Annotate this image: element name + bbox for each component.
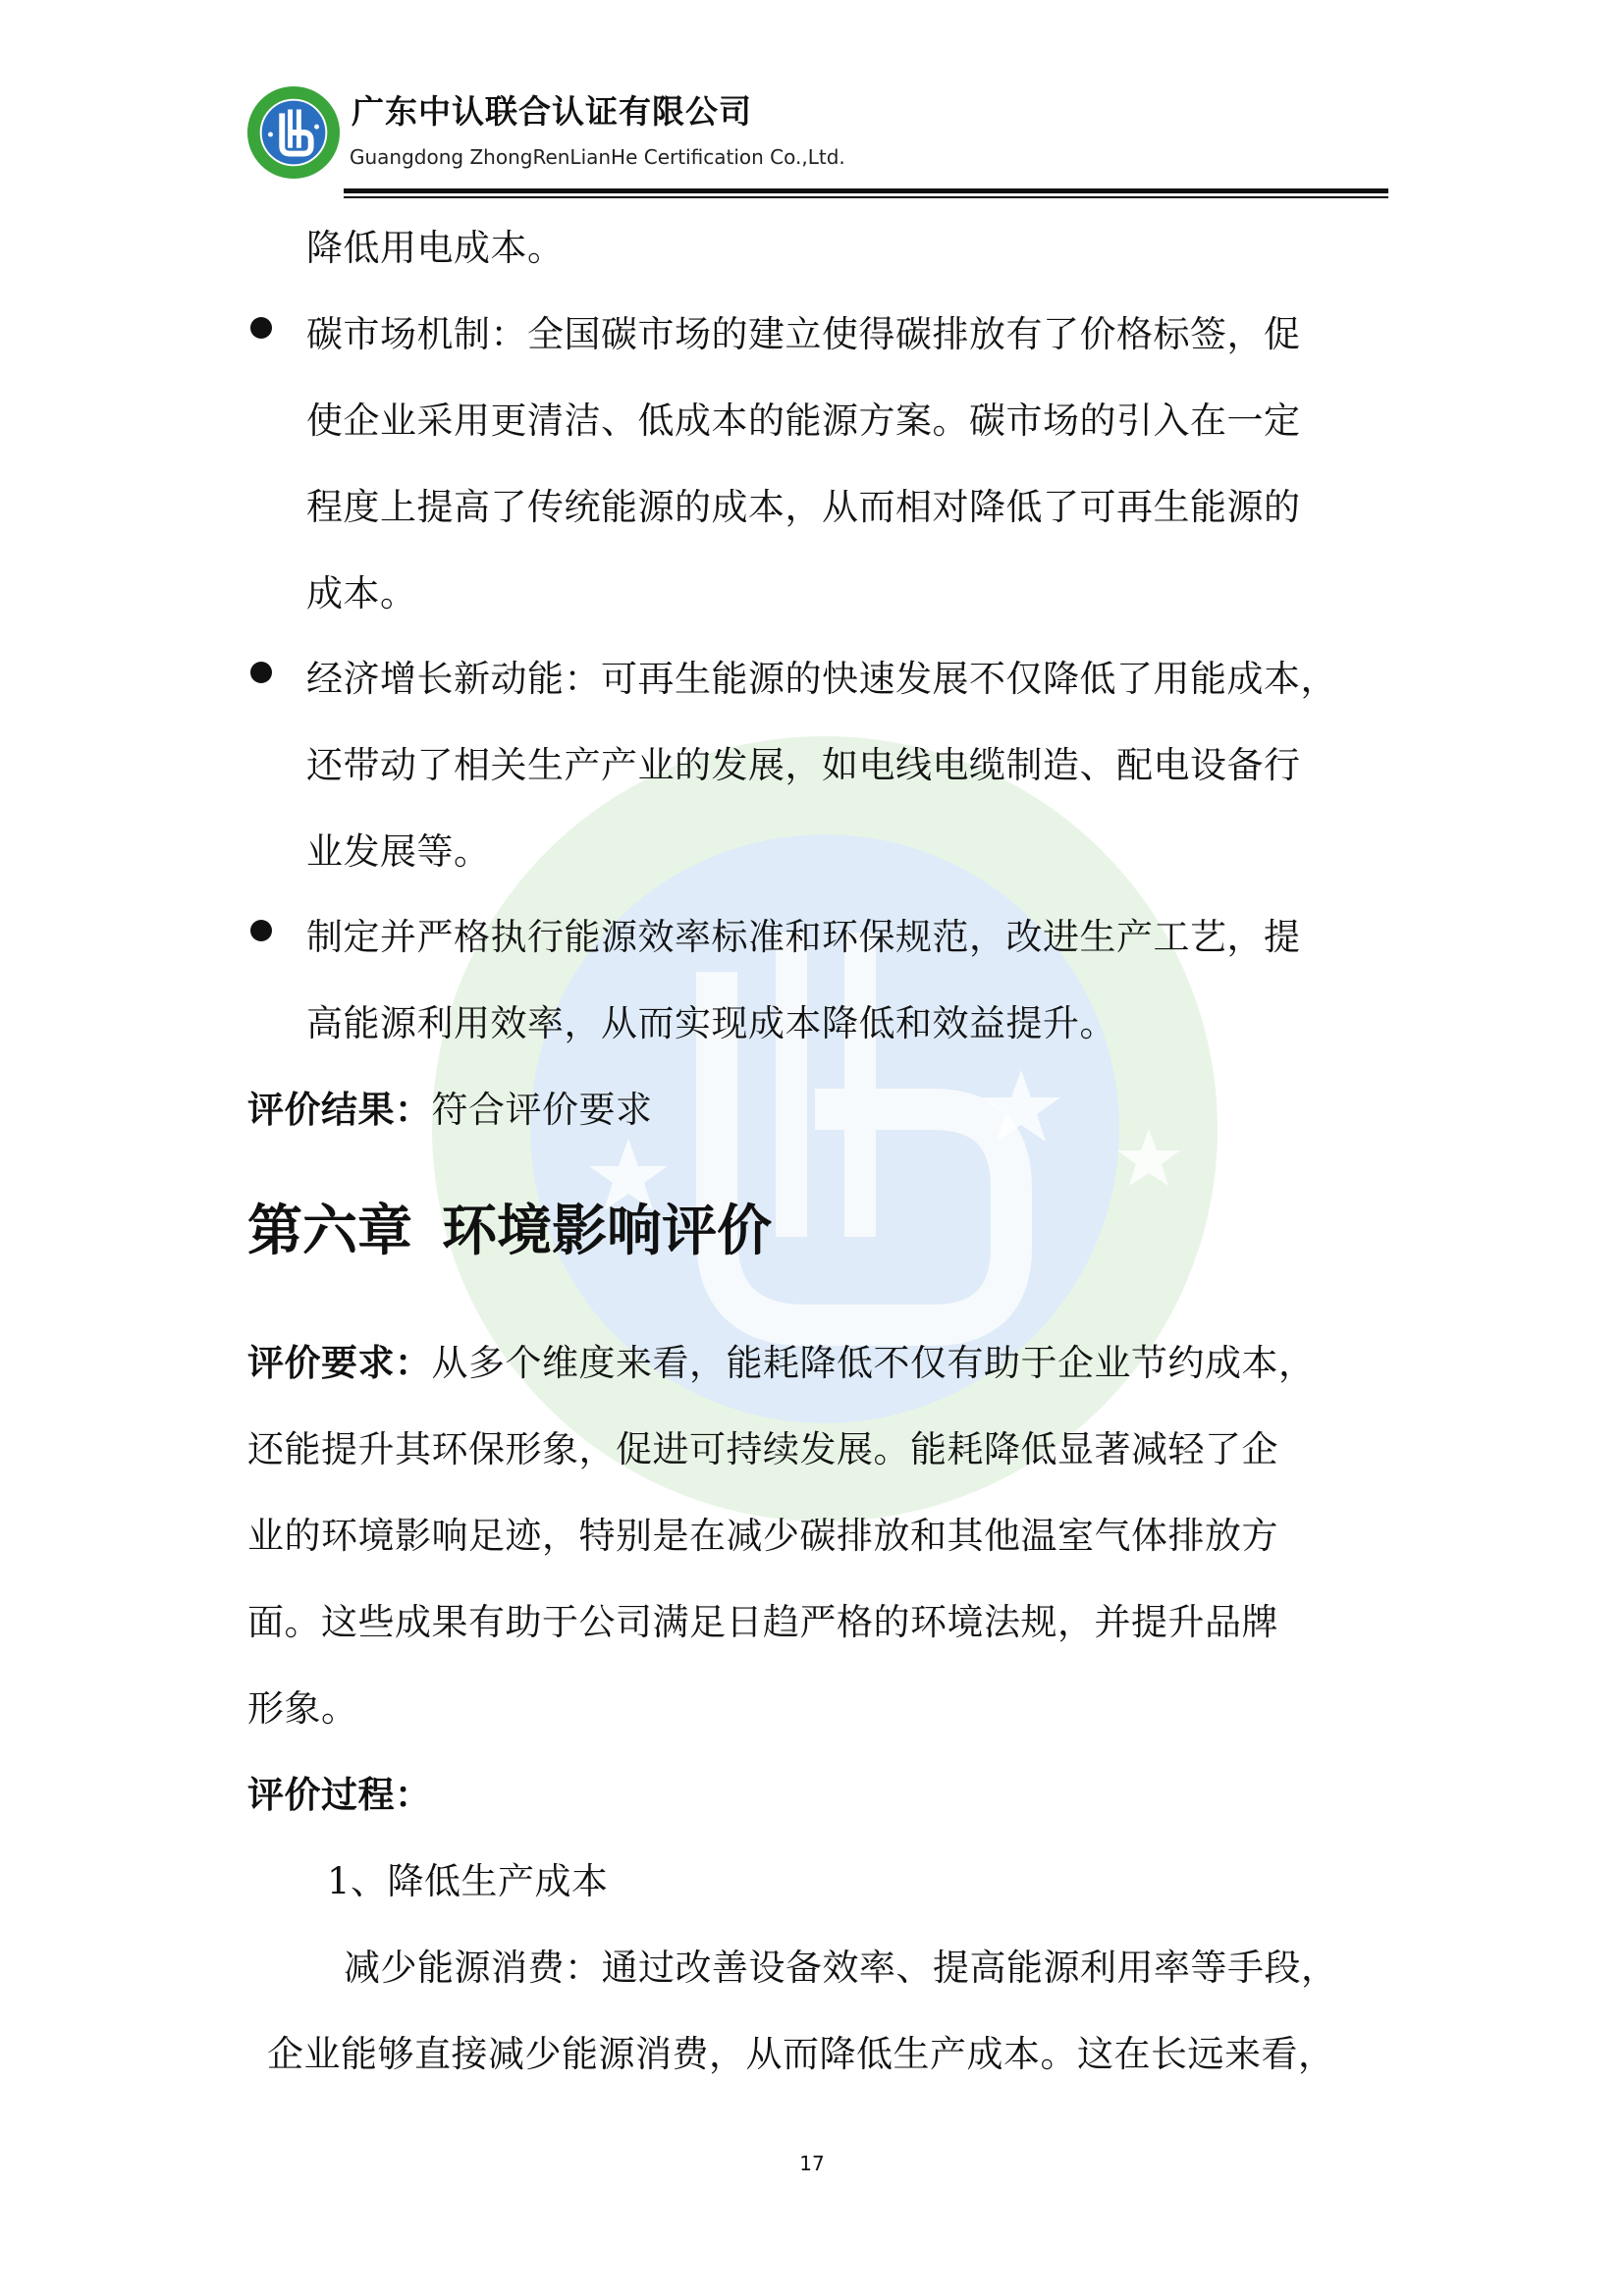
result-label: 评价结果： — [247, 1089, 432, 1131]
bullet-dot-icon — [250, 920, 272, 941]
paragraph-line: 面。这些成果有助于公司满足日趋严格的环境法规，并提升品牌 — [247, 1601, 1278, 1643]
requirement-label: 评价要求： — [247, 1342, 432, 1384]
header-rule-thick — [344, 188, 1388, 193]
company-logo-icon — [245, 84, 342, 181]
paragraph-line: 企业能够直接减少能源消费，从而降低生产成本。这在长远来看， — [267, 2033, 1335, 2075]
chapter-number: 第六章 — [247, 1200, 412, 1263]
page-header — [245, 79, 1388, 196]
header-rule-thin — [344, 196, 1388, 198]
chapter-title: 环境影响评价 — [442, 1200, 772, 1263]
paragraph-line: 形象。 — [247, 1687, 358, 1730]
paragraph-line: 高能源利用效率，从而实现成本降低和效益提升。 — [306, 1002, 1116, 1044]
paragraph-line: 降低用电成本。 — [306, 227, 565, 269]
requirement-line — [247, 1333, 1316, 1386]
paragraph-line: 业发展等。 — [306, 830, 491, 873]
paragraph-line: 经济增长新动能：可再生能源的快速发展不仅降低了用能成本， — [306, 658, 1337, 700]
result-text: 符合评价要求 — [431, 1089, 653, 1131]
bullet-dot-icon — [250, 662, 272, 683]
process-label: 评价过程： — [247, 1774, 432, 1816]
company-name-cn: 广东中认联合认证有限公司 — [352, 92, 752, 131]
paragraph-line: 碳市场机制：全国碳市场的建立使得碳排放有了价格标签，促 — [306, 313, 1301, 355]
paragraph-line: 成本。 — [306, 572, 417, 614]
company-name-en: Guangdong ZhongRenLianHe Certification Co.,Ltd. — [350, 145, 845, 169]
paragraph-line: 业的环境影响足迹，特别是在减少碳排放和其他温室气体排放方 — [247, 1515, 1278, 1557]
paragraph-line: 制定并严格执行能源效率标准和环保规范，改进生产工艺，提 — [306, 916, 1301, 958]
paragraph-line: 还能提升其环保形象，促进可持续发展。能耗降低显著减轻了企 — [247, 1428, 1278, 1470]
paragraph-line: 还带动了相关生产产业的发展，如电线电缆制造、配电设备行 — [306, 744, 1301, 786]
chapter-heading — [247, 1188, 772, 1266]
paragraph-line: 使企业采用更清洁、低成本的能源方案。碳市场的引入在一定 — [306, 400, 1301, 442]
paragraph-line: 从多个维度来看，能耗降低不仅有助于企业节约成本， — [431, 1342, 1316, 1384]
bullet-dot-icon — [250, 317, 272, 339]
page-number: 17 — [799, 2152, 825, 2175]
paragraph-line: 减少能源消费：通过改善设备效率、提高能源利用率等手段， — [344, 1947, 1338, 1989]
paragraph-line: 程度上提高了传统能源的成本，从而相对降低了可再生能源的 — [306, 486, 1301, 528]
subheading: 1、降低生产成本 — [327, 1860, 609, 1902]
process-label-line — [247, 1765, 432, 1818]
result-line — [247, 1080, 653, 1133]
